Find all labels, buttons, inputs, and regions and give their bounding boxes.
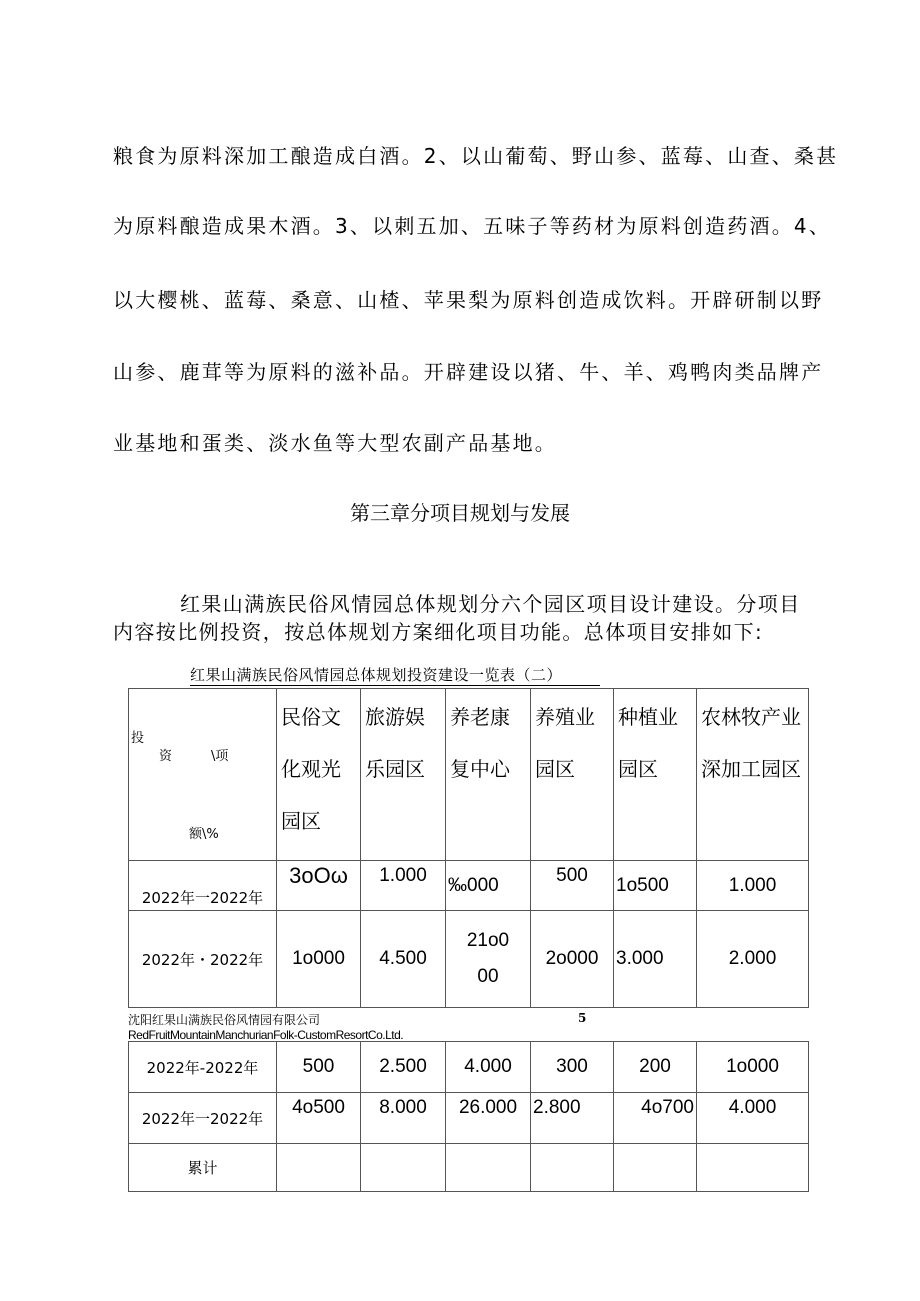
chapter-heading: 第三章分项目规划与发展 (350, 501, 570, 525)
cell-value: 8.000 (361, 1093, 446, 1144)
investment-table-part-1 (128, 688, 809, 1008)
header-elderly-care-center: 养老康复中心 (446, 689, 531, 861)
table-row (129, 1042, 809, 1093)
table-title: 红果山满族民俗风情园总体规划投资建设一览表（二） (190, 666, 563, 684)
corner-label-tou: 投 (131, 731, 145, 746)
cell-value: 1o000 (277, 911, 361, 1008)
cell-value (446, 1144, 531, 1192)
cell-value (697, 1144, 809, 1192)
paragraph-line-1: 粮食为原料深加工酿造成白酒。2、以山葡萄、野山参、蓝莓、山查、桑甚 (113, 144, 839, 168)
header-tourism-park: 旅游娱乐园区 (361, 689, 446, 861)
table-row (129, 911, 809, 1008)
cell-value: 2.800 (531, 1093, 614, 1144)
header-folk-culture-park: 民俗文化观光园区 (277, 689, 361, 861)
paragraph-line-5: 业基地和蛋类、淡水鱼等大型农副产品基地。 (113, 431, 557, 455)
cell-value (531, 1144, 614, 1192)
cell-value: ‰000 (446, 861, 531, 911)
cell-value: 300 (531, 1042, 614, 1093)
footer-company-en: RedFruitMountainManchurianFolk-CustomResortCo.Ltd. (128, 1028, 404, 1042)
cell-value: 2.500 (361, 1042, 446, 1093)
row-year-label: 2022年一2022年 (129, 861, 277, 911)
cell-value: 2.000 (697, 911, 809, 1008)
intro-line-2: 内容按比例投资，按总体规划方案细化项目功能。总体项目安排如下: (113, 620, 764, 644)
row-year-label: 2022年一2022年 (129, 1093, 277, 1144)
cell-value: 500 (277, 1042, 361, 1093)
paragraph-line-2: 为原料酿造成果木酒。3、以刺五加、五味子等药材为原料创造药酒。4、 (113, 214, 832, 238)
cell-value: 4o700 (614, 1093, 697, 1144)
corner-label-xiang: \项 (211, 749, 229, 764)
cell-value: 1o500 (614, 861, 697, 911)
paragraph-line-4: 山参、鹿茸等为原料的滋补品。开辟建设以猪、牛、羊、鸡鸭肉类品牌产 (113, 360, 824, 384)
investment-table-part-2 (128, 1041, 809, 1192)
row-year-label: 2022年-2022年 (129, 1042, 277, 1093)
table-row (129, 1093, 809, 1144)
cell-value: 4.000 (446, 1042, 531, 1093)
cell-value: 4.500 (361, 911, 446, 1008)
cell-value: 4.000 (697, 1093, 809, 1144)
row-year-label: 2022年・2022年 (129, 911, 277, 1008)
cell-value: 1o000 (697, 1042, 809, 1093)
header-breeding-park: 养殖业园区 (531, 689, 614, 861)
cell-value (277, 1144, 361, 1192)
table-row (129, 861, 809, 911)
header-planting-park: 种植业园区 (614, 689, 697, 861)
cell-value: 21o000 (446, 911, 531, 1008)
cell-value (361, 1144, 446, 1192)
header-processing-park: 农林牧产业深加工园区 (697, 689, 809, 861)
cell-value: 4o500 (277, 1093, 361, 1144)
corner-label-zi: 资 (159, 749, 173, 764)
table-row (129, 1144, 809, 1192)
corner-label-e: 额\% (189, 827, 219, 842)
cell-value: 1.000 (697, 861, 809, 911)
cell-value: 26.000 (446, 1093, 531, 1144)
cell-value: 500 (531, 861, 614, 911)
cell-value (614, 1144, 697, 1192)
intro-line-1: 红果山满族民俗风情园总体规划分六个园区项目设计建设。分项目 (180, 592, 801, 616)
footer-company-cn: 沈阳红果山满族民俗风情园有限公司 (128, 1013, 321, 1027)
row-total-label: 累计 (129, 1144, 277, 1192)
table-title-underline (190, 685, 600, 686)
table-corner-cell (129, 689, 277, 861)
footer-page-number: 5 (578, 1011, 587, 1025)
cell-value: 3oOω (277, 861, 361, 911)
cell-value: 2o000 (531, 911, 614, 1008)
cell-value: 200 (614, 1042, 697, 1093)
paragraph-line-3: 以大樱桃、蓝莓、桑意、山楂、苹果梨为原料创造成饮料。开辟研制以野 (113, 288, 824, 312)
cell-value: 1.000 (361, 861, 446, 911)
cell-value: 3.000 (614, 911, 697, 1008)
table-header-row (129, 689, 809, 861)
